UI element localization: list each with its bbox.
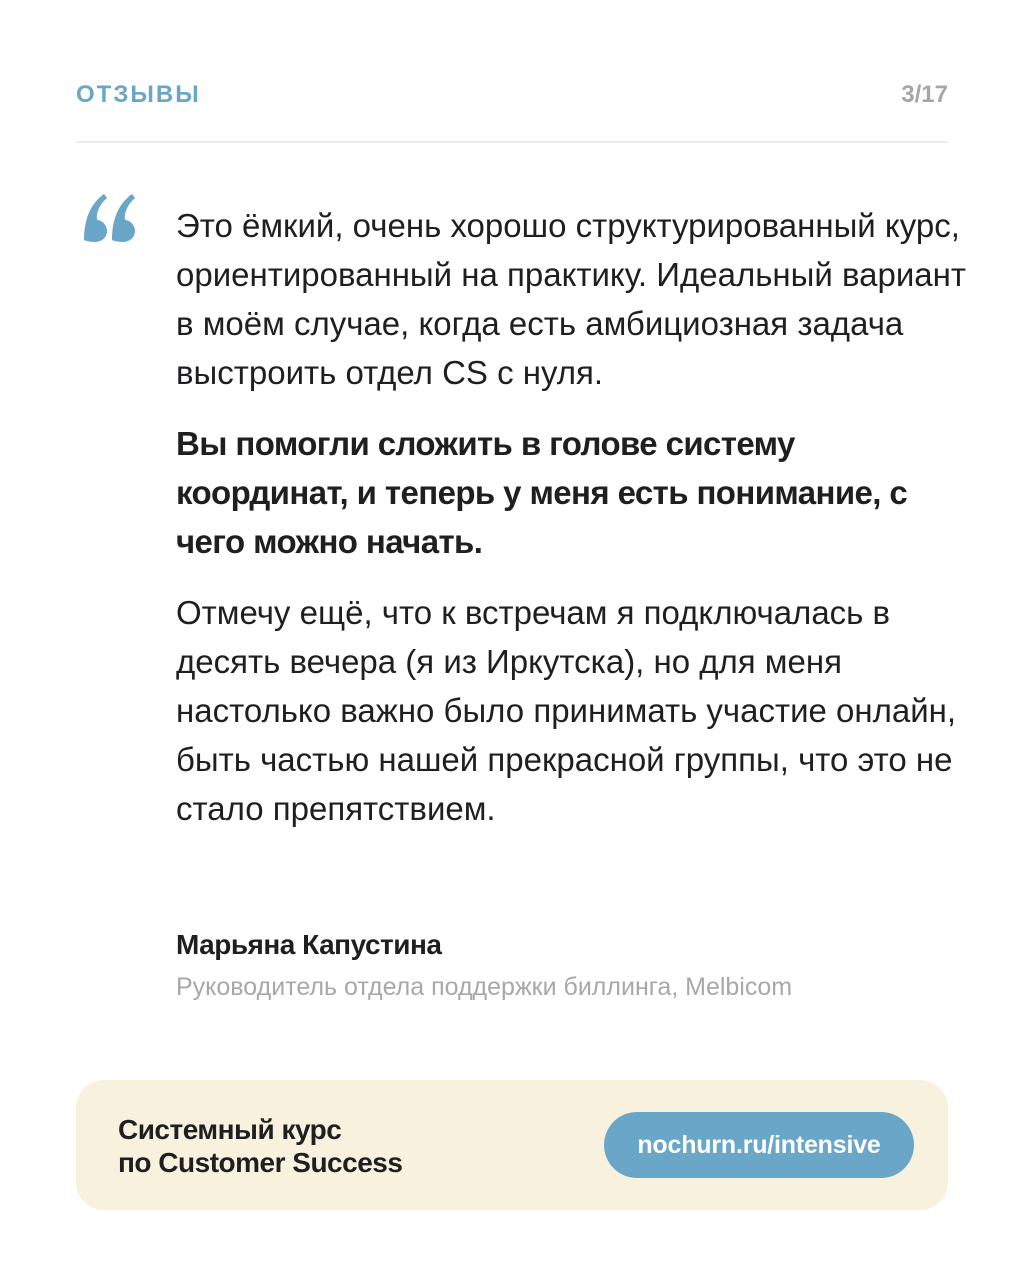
- course-title-line: по Customer Success: [118, 1147, 403, 1178]
- course-title: [118, 1113, 402, 1179]
- section-label: ОТЗЫВЫ: [76, 81, 201, 108]
- quote-highlight: Вы помогли сложить в голове систему координат, и теперь у меня есть понимание, с чего можно начать.: [176, 425, 908, 560]
- course-link-button[interactable]: nochurn.ru/intensive: [604, 1112, 914, 1178]
- testimonial-quote: [176, 201, 966, 833]
- author-name: Марьяна Капустина: [176, 929, 442, 960]
- author-role: Руководитель отдела поддержки биллинга, Melbicom: [176, 973, 793, 1001]
- quote-paragraph: Отмечу ещё, что к встречам я подключалась в десять вечера (я из Иркутска), но для меня настолько важно было принимать участие онлайн, быть частью нашей прекрасной группы, что это не стало препятствием.: [176, 594, 957, 827]
- page-counter: 3/17: [901, 81, 948, 108]
- course-promo-card: [76, 1080, 948, 1210]
- quote-paragraph: Это ёмкий, очень хорошо структурированный курс, ориентированный на практику. Идеальный вариант в моём случае, когда есть амбициозная задача выстроить отдел CS с нуля.: [176, 207, 966, 391]
- course-title-line: Системный курс: [118, 1114, 342, 1145]
- quote-mark-icon: [80, 190, 140, 246]
- header-divider: [76, 141, 948, 143]
